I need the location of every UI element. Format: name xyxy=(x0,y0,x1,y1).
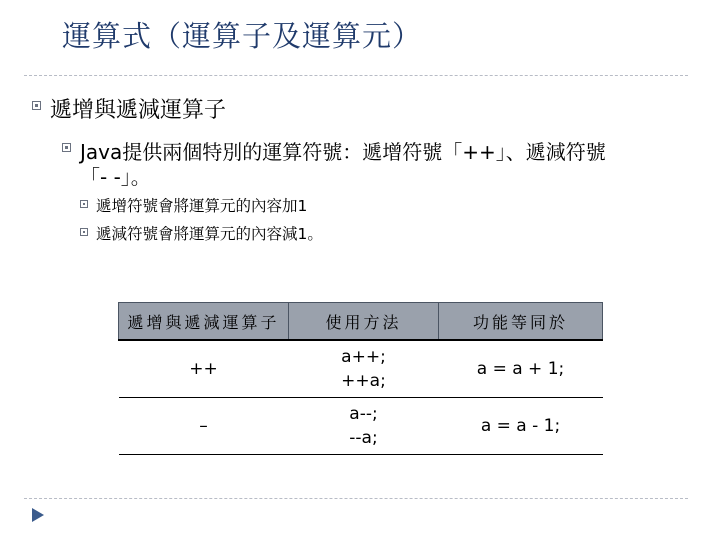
bullet-level2-line1: Java提供兩個特別的運算符號：遞增符號「++」、遞減符號 xyxy=(80,140,606,164)
bullet-icon xyxy=(32,101,41,110)
header-usage: 使用方法 xyxy=(289,303,439,341)
cell-equivalent: a = a + 1; xyxy=(439,340,603,398)
table-header-row xyxy=(119,303,603,341)
table-row xyxy=(119,340,603,398)
next-slide-icon[interactable] xyxy=(30,507,46,523)
cell-operator: ++ xyxy=(119,340,289,398)
bullet-icon xyxy=(80,200,88,208)
cell-usage xyxy=(289,398,439,455)
usage-line: --a; xyxy=(349,428,378,448)
bullet-level1: 遞增與遞減運算子 xyxy=(50,98,227,123)
header-equivalent: 功能等同於 xyxy=(439,303,603,341)
operator-table xyxy=(118,302,603,455)
slide-title: 運算式（運算子及運算元） xyxy=(62,19,423,53)
bullet-level2-line2: 「- -」。 xyxy=(80,165,151,189)
cell-equivalent: a = a - 1; xyxy=(439,398,603,455)
header-operator: 遞增與遞減運算子 xyxy=(119,303,289,341)
usage-line: ++a; xyxy=(341,371,386,391)
bullet-icon xyxy=(80,228,88,236)
cell-operator: – xyxy=(119,398,289,455)
footer-divider xyxy=(24,498,688,499)
cell-usage xyxy=(289,340,439,398)
bullet-level3-item: 遞增符號會將運算元的內容加1 xyxy=(96,197,308,215)
table-row xyxy=(119,398,603,455)
usage-line: a--; xyxy=(349,404,378,424)
title-divider xyxy=(24,75,688,76)
bullet-icon xyxy=(62,143,71,152)
usage-line: a++; xyxy=(341,347,386,367)
bullet-level3-item: 遞減符號會將運算元的內容減1。 xyxy=(96,225,323,243)
